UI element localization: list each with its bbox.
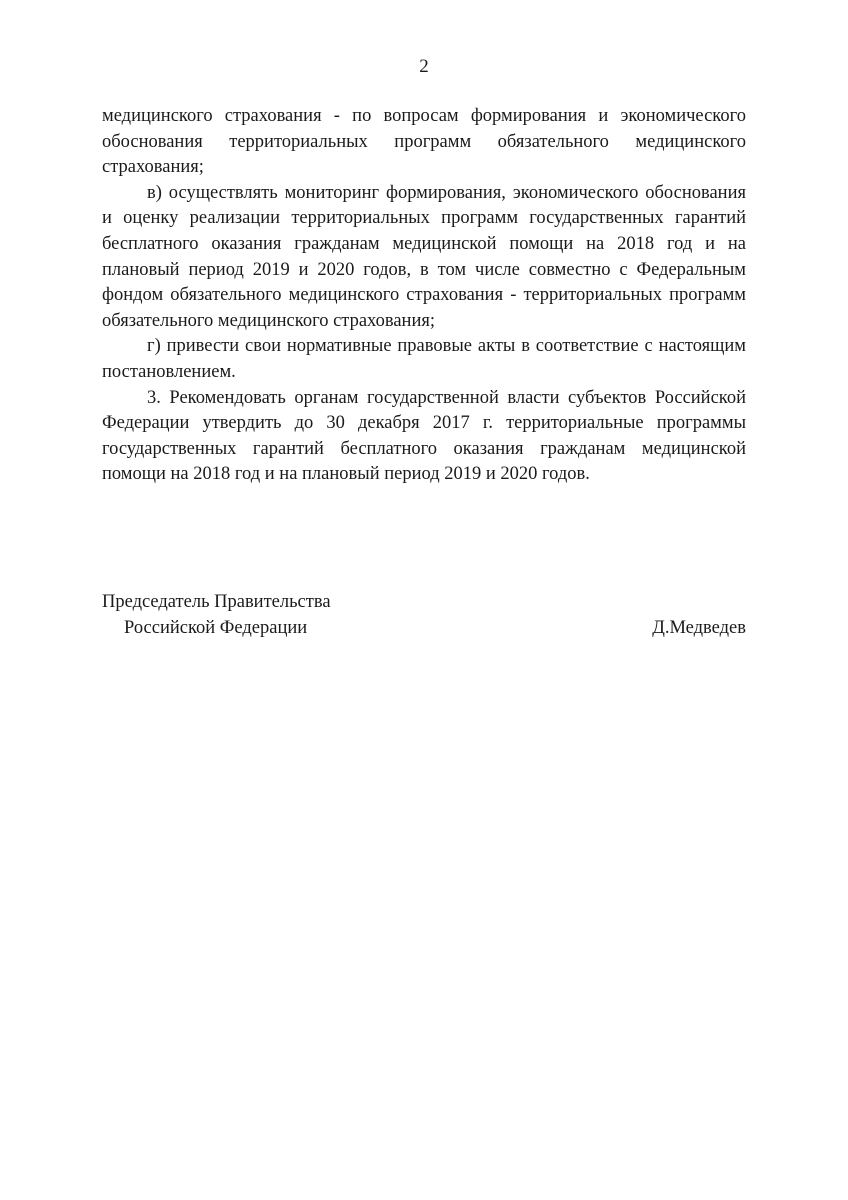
signature-block [102,590,746,641]
paragraph-item-3: 3. Рекомендовать органам государственной власти субъектов Российской Федерации утвердить до 30 декабря 2017 г. территориальные программы государственных гарантий бесплатного оказания гражданам медицинской помощи на 2018 год и на плановый период 2019 и 2020 годов. [102,387,746,485]
page-number: 2 [419,56,429,77]
signatory-name: Д.Медведев [652,617,746,638]
signatory-title-line1: Председатель Правительства [102,592,331,612]
document-body [102,104,746,488]
signatory-title-line2: Российской Федерации [124,617,308,638]
paragraph-item-g: г) привести свои нормативные правовые акты в соответствие с настоящим постановлением. [102,336,746,382]
paragraph-continuation: медицинского страхования - по вопросам формирования и экономического обоснования территориальных программ обязательного медицинского страхования; [102,106,746,178]
paragraph-item-v: в) осуществлять мониторинг формирования, экономического обоснования и оценку реализации территориальных программ государственных гарантий бесплатного оказания гражданам медицинской помощи на 2018 год и на плановый период 2019 и 2020 годов, в том числе совместно с Федеральным фондом обязательного медицинского страхования - территориальных программ обязательного медицинского страхования; [102,182,746,331]
